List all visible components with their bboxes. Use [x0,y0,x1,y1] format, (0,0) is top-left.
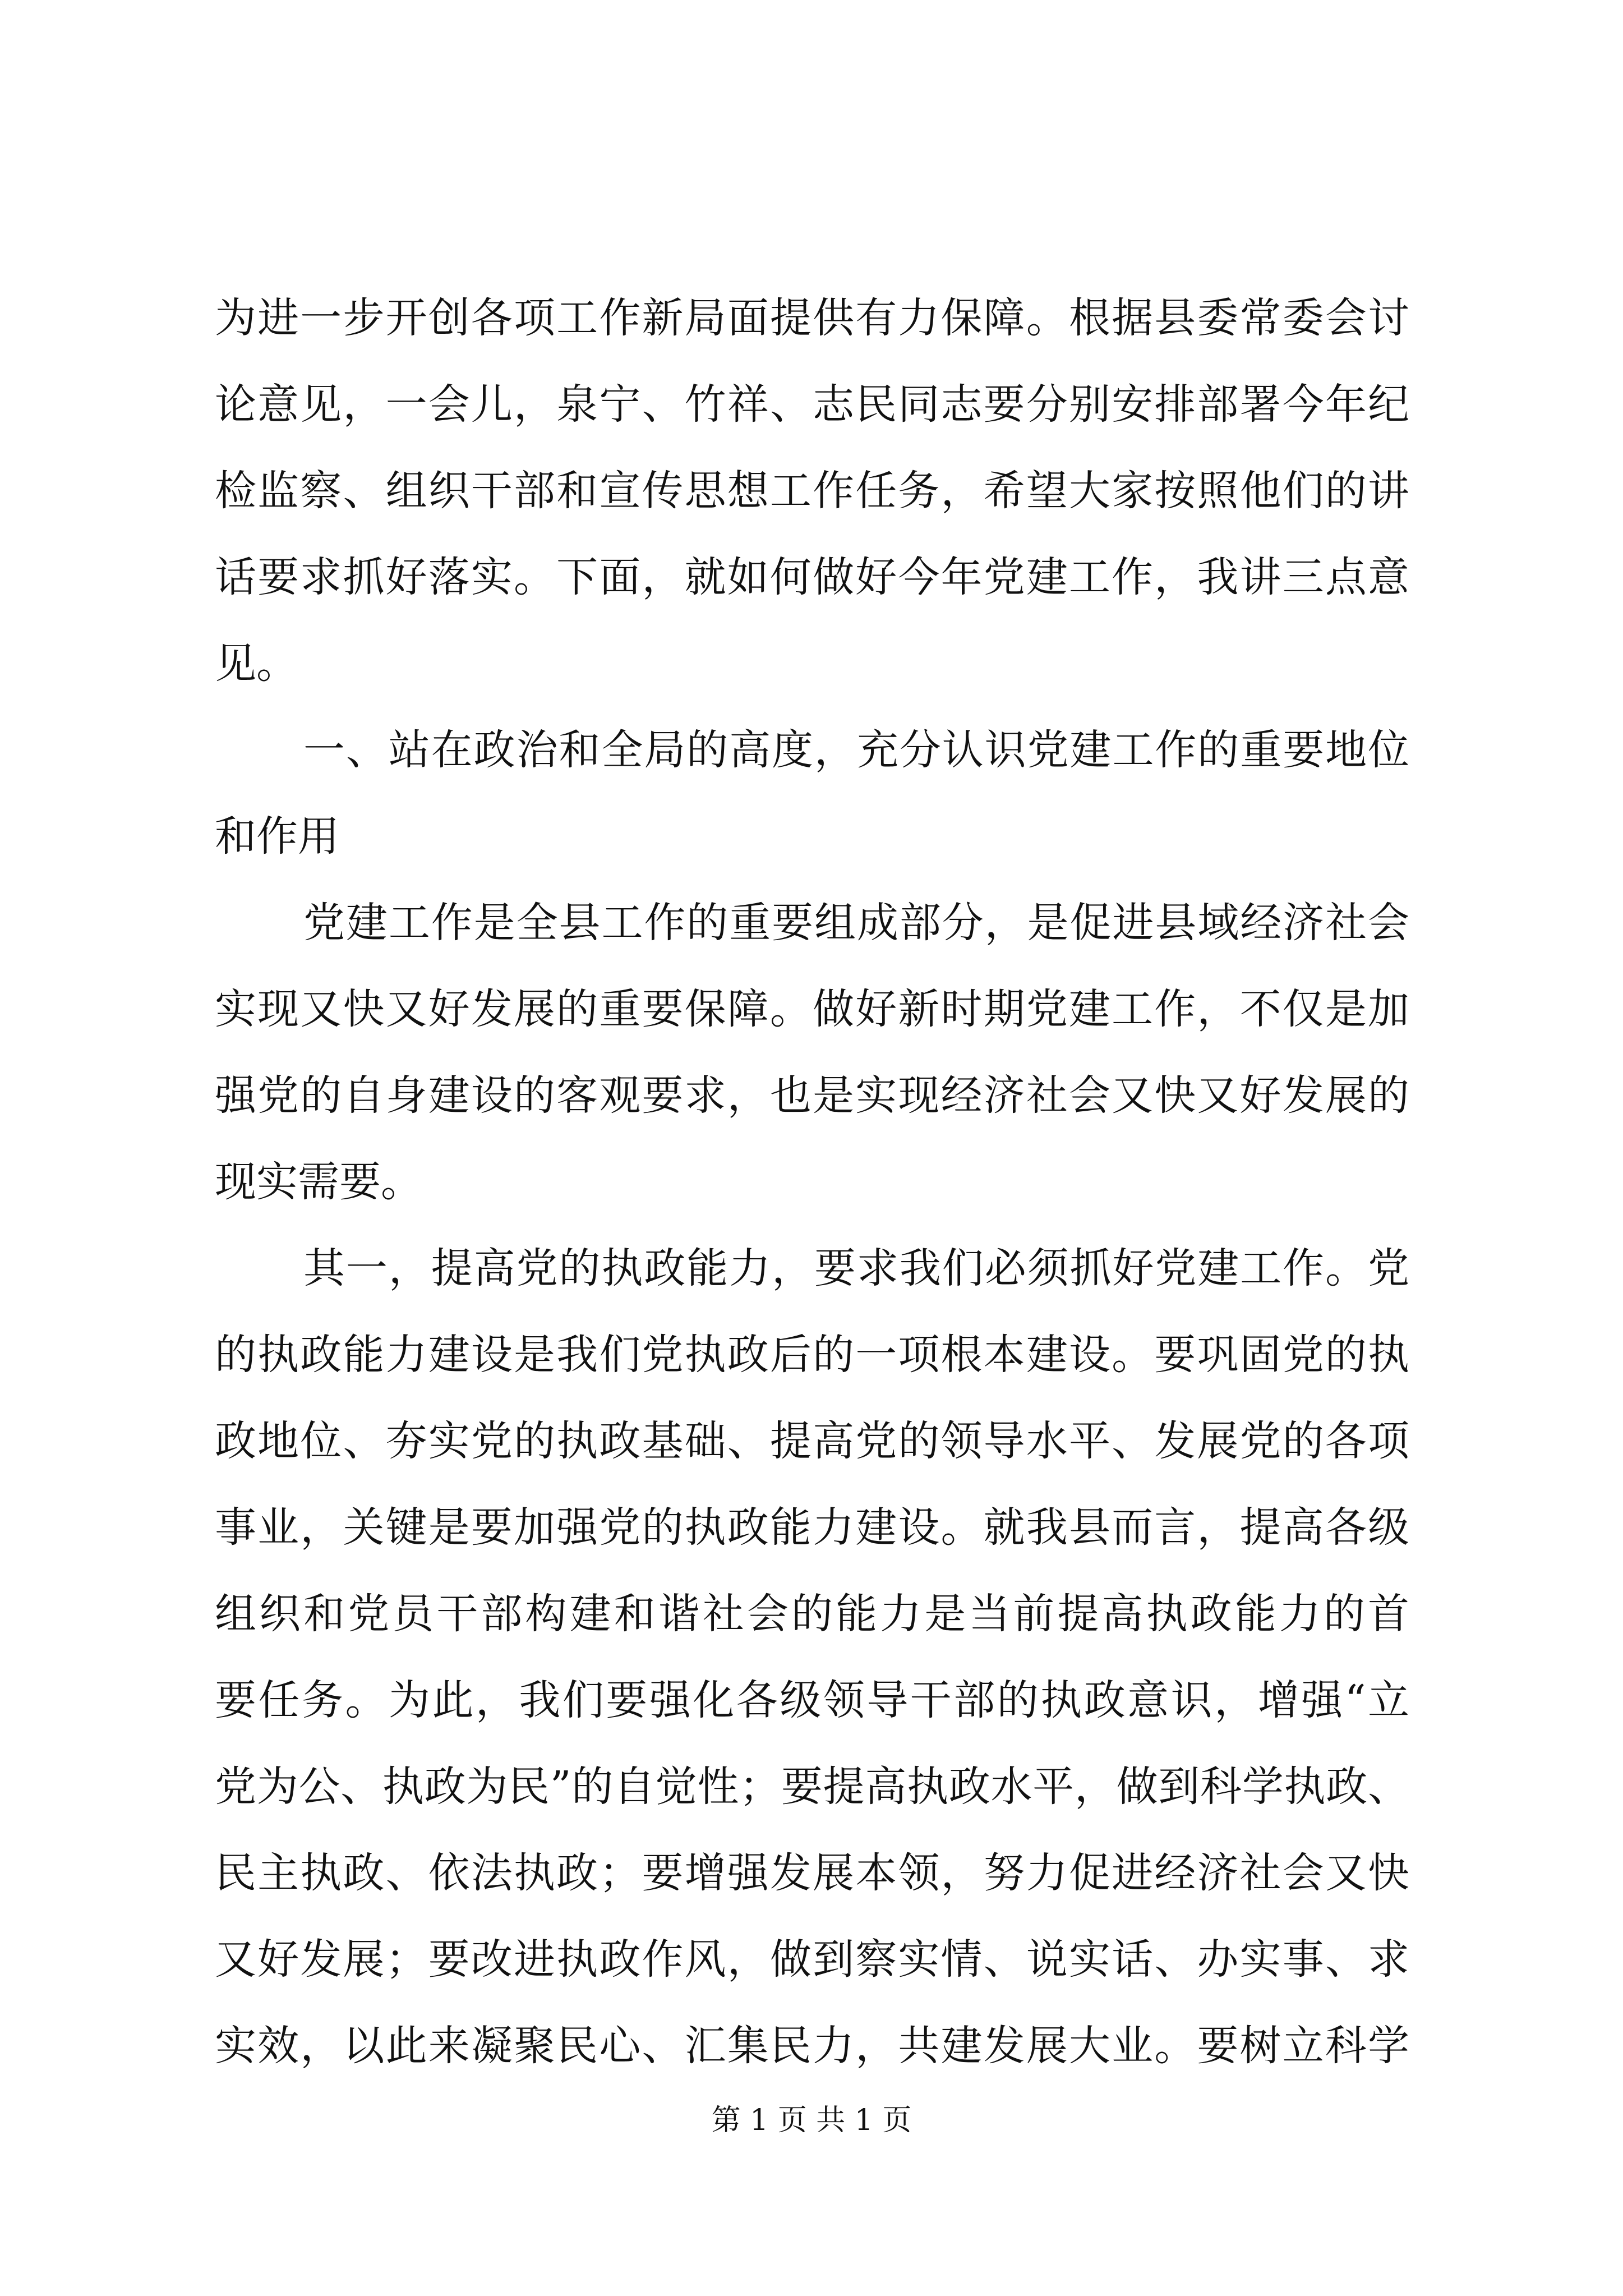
text-line: 党为公、执政为民”的自觉性；要提高执政水平，做到科学执政、 [215,1763,1409,1811]
section-heading-line: 和作用 [215,812,339,861]
text-line: 话要求抓好落实。下面，就如何做好今年党建工作，我讲三点意 [215,553,1409,601]
text-line: 要任务。为此，我们要强化各级领导干部的执政意识，增强“立 [215,1676,1409,1724]
text-line: 见。 [215,639,298,688]
document-body [215,275,1409,2089]
text-line: 政地位、夯实党的执政基础、提高党的领导水平、发展党的各项 [215,1417,1409,1465]
text-line: 为进一步开创各项工作新局面提供有力保障。根据县委常委会讨 [215,294,1409,342]
text-line: 实效，以此来凝聚民心、汇集民力，共建发展大业。要树立科学 [215,2022,1409,2070]
text-line: 论意见，一会儿，泉宁、竹祥、志民同志要分别安排部署今年纪 [215,380,1409,429]
text-line: 强党的自身建设的客观要求，也是实现经济社会又快又好发展的 [215,1071,1409,1120]
text-line: 又好发展；要改进执政作风，做到察实情、说实话、办实事、求 [215,1935,1409,1984]
text-line: 现实需要。 [215,1158,422,1206]
text-line: 事业，关键是要加强党的执政能力建设。就我县而言，提高各级 [215,1503,1409,1552]
text-line: 党建工作是全县工作的重要组成部分，是促进县域经济社会 [303,899,1409,947]
page-footer: 第 1 页 共 1 页 [711,2104,912,2137]
text-line: 检监察、组织干部和宣传思想工作任务，希望大家按照他们的讲 [215,467,1409,515]
text-line: 民主执政、依法执政；要增强发展本领，努力促进经济社会又快 [215,1849,1409,1897]
text-line: 实现又快又好发展的重要保障。做好新时期党建工作，不仅是加 [215,985,1409,1033]
text-line: 其一，提高党的执政能力，要求我们必须抓好党建工作。党 [303,1244,1409,1292]
text-line: 的执政能力建设是我们党执政后的一项根本建设。要巩固党的执 [215,1331,1409,1379]
section-heading-line: 一、站在政治和全局的高度，充分认识党建工作的重要地位 [303,726,1409,774]
text-line: 组织和党员干部构建和谐社会的能力是当前提高执政能力的首 [215,1590,1409,1638]
